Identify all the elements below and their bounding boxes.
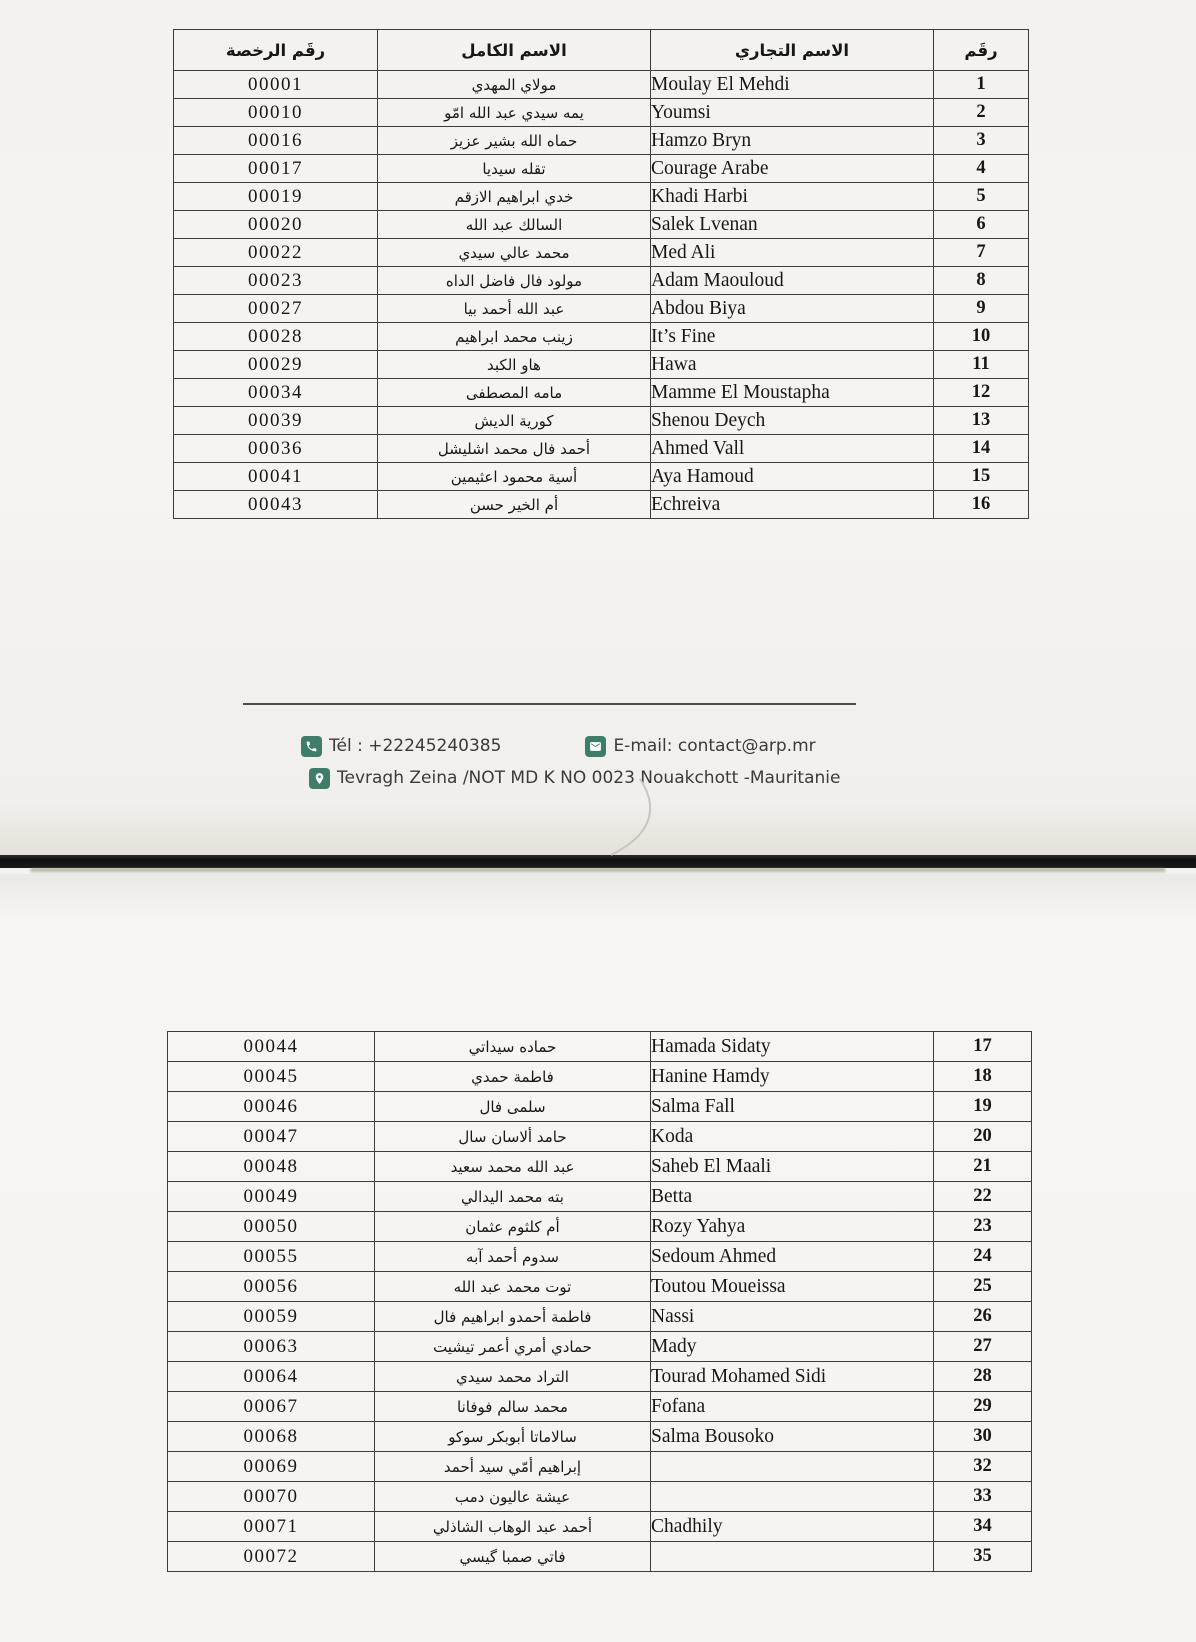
cell-commercial-name: Chadhily bbox=[651, 1512, 934, 1542]
cell-full-name: أم الخير حسن bbox=[378, 491, 651, 519]
cell-full-name: إبراهيم أمّي سيد أحمد bbox=[375, 1452, 651, 1482]
cell-commercial-name: Echreiva bbox=[651, 491, 934, 519]
cell-row-number: 14 bbox=[934, 435, 1029, 463]
cell-commercial-name: Mamme El Moustapha bbox=[651, 379, 934, 407]
cell-row-number: 17 bbox=[934, 1032, 1032, 1062]
cell-row-number: 3 bbox=[934, 127, 1029, 155]
cell-commercial-name bbox=[651, 1542, 934, 1572]
table-row bbox=[168, 1482, 1032, 1512]
table-row bbox=[174, 239, 1029, 267]
cell-row-number: 27 bbox=[934, 1332, 1032, 1362]
cell-commercial-name: Saheb El Maali bbox=[651, 1152, 934, 1182]
cell-license-number: 00049 bbox=[168, 1182, 375, 1212]
cell-full-name: سالاماتا أبوبكر سوكو bbox=[375, 1422, 651, 1452]
table-row bbox=[168, 1362, 1032, 1392]
table-row bbox=[168, 1272, 1032, 1302]
cell-commercial-name: Salma Bousoko bbox=[651, 1422, 934, 1452]
location-icon bbox=[309, 768, 330, 789]
table-row bbox=[168, 1062, 1032, 1092]
cell-commercial-name: Koda bbox=[651, 1122, 934, 1152]
cell-license-number: 00047 bbox=[168, 1122, 375, 1152]
cell-commercial-name: Aya Hamoud bbox=[651, 463, 934, 491]
header-full-name: الاسم الكامل bbox=[378, 30, 651, 71]
cell-row-number: 28 bbox=[934, 1362, 1032, 1392]
cell-row-number: 6 bbox=[934, 211, 1029, 239]
cell-full-name: فاطمة حمدي bbox=[375, 1062, 651, 1092]
cell-license-number: 00055 bbox=[168, 1242, 375, 1272]
cell-commercial-name: Shenou Deych bbox=[651, 407, 934, 435]
cell-commercial-name bbox=[651, 1482, 934, 1512]
cell-license-number: 00023 bbox=[174, 267, 378, 295]
cell-commercial-name: Mady bbox=[651, 1332, 934, 1362]
cell-full-name: عبد الله محمد سعيد bbox=[375, 1152, 651, 1182]
cell-license-number: 00028 bbox=[174, 323, 378, 351]
tel-text: Tél : +22245240385 bbox=[329, 736, 502, 756]
cell-full-name: فاطمة أحمدو ابراهيم فال bbox=[375, 1302, 651, 1332]
cell-full-name: عبد الله أحمد بيا bbox=[378, 295, 651, 323]
cell-license-number: 00059 bbox=[168, 1302, 375, 1332]
cell-license-number: 00068 bbox=[168, 1422, 375, 1452]
table-row bbox=[168, 1542, 1032, 1572]
cell-license-number: 00010 bbox=[174, 99, 378, 127]
cell-commercial-name: Salek Lvenan bbox=[651, 211, 934, 239]
table-row bbox=[174, 71, 1029, 99]
table-row bbox=[174, 211, 1029, 239]
cell-row-number: 24 bbox=[934, 1242, 1032, 1272]
cell-commercial-name: Rozy Yahya bbox=[651, 1212, 934, 1242]
cell-commercial-name: Nassi bbox=[651, 1302, 934, 1332]
cell-full-name: التراد محمد سيدي bbox=[375, 1362, 651, 1392]
cell-commercial-name: Hamzo Bryn bbox=[651, 127, 934, 155]
cell-license-number: 00048 bbox=[168, 1152, 375, 1182]
cell-license-number: 00019 bbox=[174, 183, 378, 211]
cell-row-number: 15 bbox=[934, 463, 1029, 491]
cell-full-name: أم كلثوم عثمان bbox=[375, 1212, 651, 1242]
table-row bbox=[168, 1242, 1032, 1272]
table-header-row bbox=[174, 30, 1029, 71]
cell-row-number: 2 bbox=[934, 99, 1029, 127]
cell-row-number: 19 bbox=[934, 1092, 1032, 1122]
table-row bbox=[174, 463, 1029, 491]
cell-license-number: 00029 bbox=[174, 351, 378, 379]
cell-full-name: حماده سيداتي bbox=[375, 1032, 651, 1062]
cell-full-name: حامد ألاسان سال bbox=[375, 1122, 651, 1152]
cell-license-number: 00063 bbox=[168, 1332, 375, 1362]
cell-full-name: مولود فال فاضل الداه bbox=[378, 267, 651, 295]
table-row bbox=[168, 1182, 1032, 1212]
cell-row-number: 22 bbox=[934, 1182, 1032, 1212]
license-table-page-2 bbox=[167, 1031, 1032, 1572]
cell-license-number: 00041 bbox=[174, 463, 378, 491]
cell-full-name: فاتي صمبا گيسي bbox=[375, 1542, 651, 1572]
cell-row-number: 25 bbox=[934, 1272, 1032, 1302]
table-row bbox=[168, 1122, 1032, 1152]
table-row bbox=[174, 351, 1029, 379]
cell-row-number: 29 bbox=[934, 1392, 1032, 1422]
table-row bbox=[174, 407, 1029, 435]
cell-license-number: 00045 bbox=[168, 1062, 375, 1092]
table-row bbox=[168, 1032, 1032, 1062]
cell-commercial-name: Betta bbox=[651, 1182, 934, 1212]
contact-line-1 bbox=[301, 734, 816, 758]
cell-full-name: بته محمد اليدالي bbox=[375, 1182, 651, 1212]
email-icon bbox=[585, 736, 606, 757]
cell-license-number: 00043 bbox=[174, 491, 378, 519]
table-row bbox=[168, 1422, 1032, 1452]
cell-commercial-name: Med Ali bbox=[651, 239, 934, 267]
cell-row-number: 8 bbox=[934, 267, 1029, 295]
cell-full-name: يمه سيدي عبد الله امّو bbox=[378, 99, 651, 127]
cell-row-number: 18 bbox=[934, 1062, 1032, 1092]
table-row bbox=[174, 435, 1029, 463]
cell-license-number: 00072 bbox=[168, 1542, 375, 1572]
table-row bbox=[174, 295, 1029, 323]
cell-full-name: حماه الله بشير عزيز bbox=[378, 127, 651, 155]
table-row bbox=[168, 1152, 1032, 1182]
cell-row-number: 4 bbox=[934, 155, 1029, 183]
cell-commercial-name: Moulay El Mehdi bbox=[651, 71, 934, 99]
cell-license-number: 00069 bbox=[168, 1452, 375, 1482]
cell-full-name: تقله سيديا bbox=[378, 155, 651, 183]
cell-commercial-name: Hawa bbox=[651, 351, 934, 379]
license-table-page-1 bbox=[173, 29, 1029, 519]
table-row bbox=[174, 155, 1029, 183]
table-row bbox=[168, 1452, 1032, 1482]
cell-full-name: كورية الديش bbox=[378, 407, 651, 435]
cell-row-number: 35 bbox=[934, 1542, 1032, 1572]
table-row bbox=[168, 1512, 1032, 1542]
table-row bbox=[168, 1392, 1032, 1422]
cell-full-name: أسية محمود اعثيمين bbox=[378, 463, 651, 491]
cell-commercial-name: Hamada Sidaty bbox=[651, 1032, 934, 1062]
cell-full-name: السالك عبد الله bbox=[378, 211, 651, 239]
table-row bbox=[168, 1332, 1032, 1362]
cell-full-name: مامه المصطفى bbox=[378, 379, 651, 407]
cell-commercial-name: Adam Maouloud bbox=[651, 267, 934, 295]
cell-row-number: 26 bbox=[934, 1302, 1032, 1332]
cell-full-name: توت محمد عبد الله bbox=[375, 1272, 651, 1302]
cell-license-number: 00016 bbox=[174, 127, 378, 155]
email-text: E-mail: contact@arp.mr bbox=[613, 736, 816, 756]
table-row bbox=[168, 1302, 1032, 1332]
cell-full-name: سدوم أحمد آبه bbox=[375, 1242, 651, 1272]
cell-license-number: 00070 bbox=[168, 1482, 375, 1512]
cell-row-number: 23 bbox=[934, 1212, 1032, 1242]
cell-license-number: 00056 bbox=[168, 1272, 375, 1302]
table-row bbox=[174, 183, 1029, 211]
cell-commercial-name: Sedoum Ahmed bbox=[651, 1242, 934, 1272]
cell-license-number: 00044 bbox=[168, 1032, 375, 1062]
cell-row-number: 32 bbox=[934, 1452, 1032, 1482]
table-row bbox=[174, 99, 1029, 127]
table-row bbox=[168, 1092, 1032, 1122]
table-row bbox=[174, 267, 1029, 295]
cell-commercial-name: Ahmed Vall bbox=[651, 435, 934, 463]
page-separator-band bbox=[0, 855, 1196, 868]
contact-divider bbox=[243, 703, 856, 705]
table-row bbox=[174, 379, 1029, 407]
table-row bbox=[174, 323, 1029, 351]
cell-license-number: 00039 bbox=[174, 407, 378, 435]
cell-commercial-name: Salma Fall bbox=[651, 1092, 934, 1122]
cell-full-name: خدي ابراهيم الازقم bbox=[378, 183, 651, 211]
cell-license-number: 00046 bbox=[168, 1092, 375, 1122]
cell-license-number: 00022 bbox=[174, 239, 378, 267]
cell-license-number: 00020 bbox=[174, 211, 378, 239]
cell-commercial-name: Youmsi bbox=[651, 99, 934, 127]
header-row-number: رقَم bbox=[934, 30, 1029, 71]
cell-row-number: 34 bbox=[934, 1512, 1032, 1542]
cell-row-number: 9 bbox=[934, 295, 1029, 323]
cell-full-name: هاو الكبد bbox=[378, 351, 651, 379]
cell-full-name: محمد سالم فوفانا bbox=[375, 1392, 651, 1422]
phone-icon bbox=[301, 736, 322, 757]
cell-row-number: 7 bbox=[934, 239, 1029, 267]
cell-license-number: 00017 bbox=[174, 155, 378, 183]
cell-row-number: 5 bbox=[934, 183, 1029, 211]
cell-full-name: سلمى فال bbox=[375, 1092, 651, 1122]
cell-full-name: محمد عالي سيدي bbox=[378, 239, 651, 267]
cell-full-name: زينب محمد ابراهيم bbox=[378, 323, 651, 351]
cell-row-number: 13 bbox=[934, 407, 1029, 435]
cell-license-number: 00050 bbox=[168, 1212, 375, 1242]
cell-row-number: 1 bbox=[934, 71, 1029, 99]
header-license-number: رقَم الرخصة bbox=[174, 30, 378, 71]
cell-commercial-name: Abdou Biya bbox=[651, 295, 934, 323]
cell-row-number: 16 bbox=[934, 491, 1029, 519]
cell-row-number: 30 bbox=[934, 1422, 1032, 1452]
cell-commercial-name: Khadi Harbi bbox=[651, 183, 934, 211]
cell-row-number: 33 bbox=[934, 1482, 1032, 1512]
address-text: Tevragh Zeina /NOT MD K NO 0023 Nouakchott -Mauritanie bbox=[337, 768, 841, 788]
cell-commercial-name: Toutou Moueissa bbox=[651, 1272, 934, 1302]
cell-row-number: 20 bbox=[934, 1122, 1032, 1152]
cell-license-number: 00001 bbox=[174, 71, 378, 99]
cell-full-name: حمادي أمري أعمر تيشيت bbox=[375, 1332, 651, 1362]
table-row bbox=[174, 491, 1029, 519]
cell-row-number: 10 bbox=[934, 323, 1029, 351]
cell-commercial-name: Tourad Mohamed Sidi bbox=[651, 1362, 934, 1392]
cell-row-number: 21 bbox=[934, 1152, 1032, 1182]
contact-line-2 bbox=[309, 766, 840, 790]
cell-commercial-name: Fofana bbox=[651, 1392, 934, 1422]
cell-license-number: 00036 bbox=[174, 435, 378, 463]
cell-row-number: 11 bbox=[934, 351, 1029, 379]
cell-commercial-name bbox=[651, 1452, 934, 1482]
header-commercial-name: الاسم التجاري bbox=[651, 30, 934, 71]
cell-license-number: 00067 bbox=[168, 1392, 375, 1422]
cell-commercial-name: It’s Fine bbox=[651, 323, 934, 351]
cell-commercial-name: Hanine Hamdy bbox=[651, 1062, 934, 1092]
table-row bbox=[174, 127, 1029, 155]
cell-full-name: مولاي المهدي bbox=[378, 71, 651, 99]
cell-full-name: أحمد فال محمد اشليشل bbox=[378, 435, 651, 463]
cell-license-number: 00071 bbox=[168, 1512, 375, 1542]
cell-license-number: 00027 bbox=[174, 295, 378, 323]
table-row bbox=[168, 1212, 1032, 1242]
cell-commercial-name: Courage Arabe bbox=[651, 155, 934, 183]
cell-license-number: 00064 bbox=[168, 1362, 375, 1392]
cell-full-name: عيشة عاليون دمب bbox=[375, 1482, 651, 1512]
cell-row-number: 12 bbox=[934, 379, 1029, 407]
page-2 bbox=[0, 874, 1196, 1642]
cell-full-name: أحمد عبد الوهاب الشاذلي bbox=[375, 1512, 651, 1542]
cell-license-number: 00034 bbox=[174, 379, 378, 407]
